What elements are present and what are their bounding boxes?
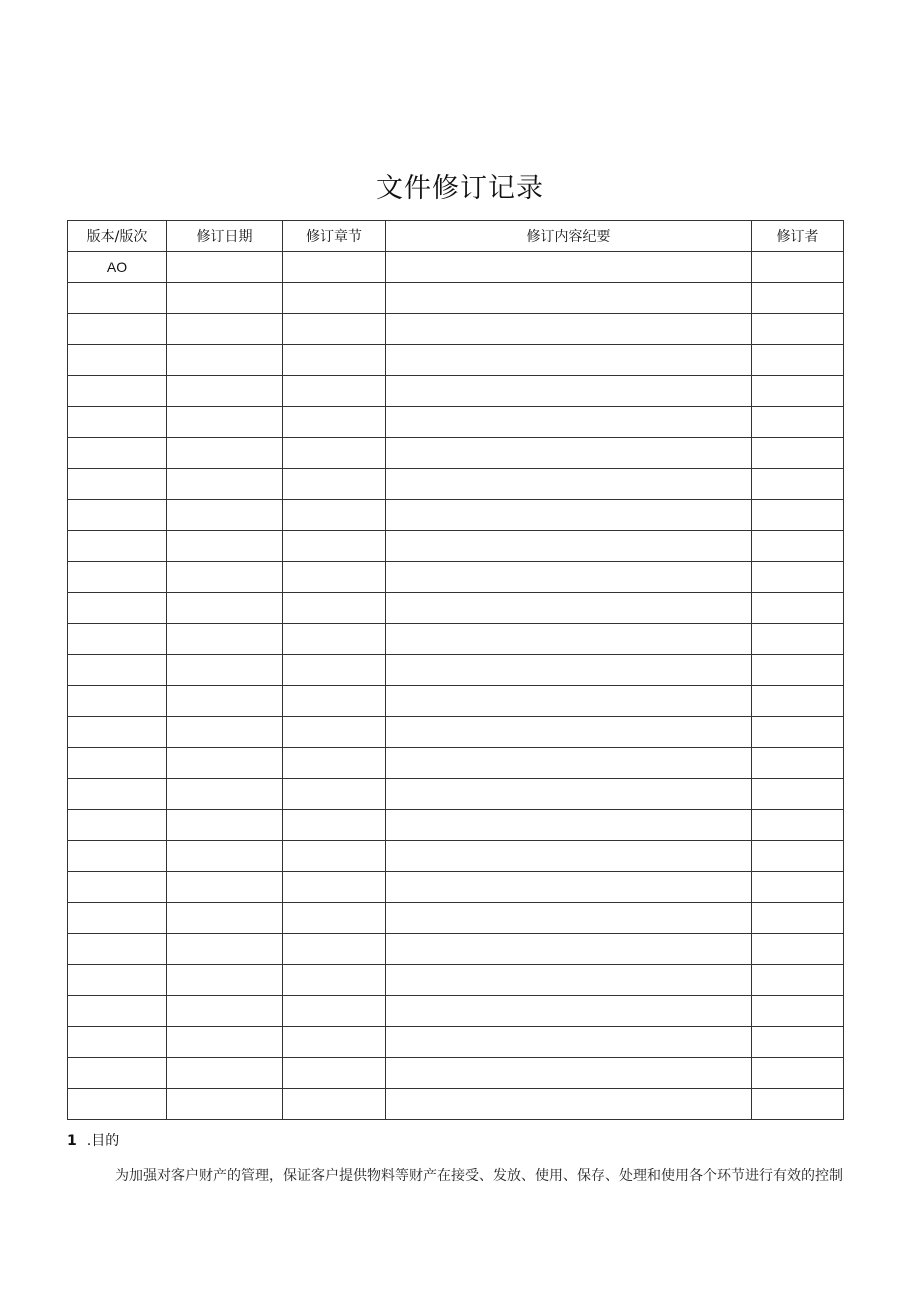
table-row <box>68 438 844 469</box>
table-cell <box>386 934 752 965</box>
table-cell <box>167 438 283 469</box>
table-cell <box>752 748 844 779</box>
table-cell <box>68 438 167 469</box>
table-cell <box>283 624 386 655</box>
table-cell <box>68 407 167 438</box>
table-cell <box>68 841 167 872</box>
table-cell <box>752 1027 844 1058</box>
column-header: 修订者 <box>752 221 844 252</box>
table-row <box>68 562 844 593</box>
table-cell <box>68 593 167 624</box>
table-cell <box>283 438 386 469</box>
revision-table <box>67 220 844 1120</box>
table-cell <box>752 872 844 903</box>
table-row <box>68 500 844 531</box>
table-cell <box>386 407 752 438</box>
table-row <box>68 376 844 407</box>
table-cell <box>752 531 844 562</box>
table-cell <box>167 283 283 314</box>
table-cell <box>167 469 283 500</box>
table-cell <box>752 1058 844 1089</box>
table-cell <box>386 872 752 903</box>
table-cell <box>167 531 283 562</box>
table-cell <box>167 717 283 748</box>
table-cell <box>68 934 167 965</box>
table-cell <box>167 1089 283 1120</box>
table-cell <box>386 965 752 996</box>
table-cell <box>386 686 752 717</box>
table-header-row <box>68 221 844 252</box>
table-cell <box>283 810 386 841</box>
table-cell <box>68 562 167 593</box>
table-cell <box>752 655 844 686</box>
table-row <box>68 965 844 996</box>
table-cell <box>752 965 844 996</box>
table-cell <box>386 500 752 531</box>
table-cell <box>68 500 167 531</box>
section-number: 1 <box>67 1133 77 1149</box>
table-row <box>68 252 844 283</box>
table-row <box>68 407 844 438</box>
table-cell <box>386 1058 752 1089</box>
table-cell <box>167 376 283 407</box>
table-cell <box>386 531 752 562</box>
table-row <box>68 841 844 872</box>
table-cell <box>752 841 844 872</box>
table-row <box>68 1089 844 1120</box>
table-cell <box>752 779 844 810</box>
table-cell <box>386 593 752 624</box>
table-cell <box>283 407 386 438</box>
table-cell <box>68 469 167 500</box>
table-cell <box>167 996 283 1027</box>
table-cell <box>283 748 386 779</box>
table-cell <box>283 841 386 872</box>
table-cell <box>68 314 167 345</box>
table-row <box>68 810 844 841</box>
table-row <box>68 314 844 345</box>
table-cell <box>386 438 752 469</box>
table-row <box>68 872 844 903</box>
table-cell <box>283 314 386 345</box>
table-row <box>68 655 844 686</box>
table-cell <box>283 996 386 1027</box>
table-cell <box>283 1027 386 1058</box>
table-cell <box>386 562 752 593</box>
table-cell <box>167 314 283 345</box>
table-row <box>68 283 844 314</box>
table-cell <box>167 779 283 810</box>
table-cell <box>752 996 844 1027</box>
table-cell <box>167 903 283 934</box>
table-cell <box>386 841 752 872</box>
table-row <box>68 748 844 779</box>
table-cell <box>283 252 386 283</box>
table-cell <box>167 624 283 655</box>
table-cell <box>752 686 844 717</box>
table-cell <box>167 562 283 593</box>
table-cell <box>283 903 386 934</box>
table-cell <box>283 1089 386 1120</box>
table-cell <box>752 376 844 407</box>
table-cell <box>167 500 283 531</box>
table-cell <box>752 593 844 624</box>
table-cell <box>283 531 386 562</box>
table-cell <box>167 748 283 779</box>
table-cell <box>752 562 844 593</box>
table-cell <box>167 810 283 841</box>
table-cell <box>283 717 386 748</box>
table-cell <box>167 686 283 717</box>
table-cell <box>68 748 167 779</box>
table-row <box>68 1027 844 1058</box>
table-cell <box>167 407 283 438</box>
table-cell <box>386 779 752 810</box>
table-cell <box>752 438 844 469</box>
table-row <box>68 469 844 500</box>
table-cell <box>167 1027 283 1058</box>
table-cell <box>283 779 386 810</box>
table-row <box>68 686 844 717</box>
table-cell <box>68 376 167 407</box>
table-cell <box>386 717 752 748</box>
table-cell <box>386 996 752 1027</box>
table-row <box>68 531 844 562</box>
table-cell <box>283 934 386 965</box>
table-cell <box>283 345 386 376</box>
table-cell <box>68 872 167 903</box>
table-cell <box>283 1058 386 1089</box>
table-cell <box>283 965 386 996</box>
table-cell <box>68 686 167 717</box>
table-cell <box>167 252 283 283</box>
table-cell <box>68 965 167 996</box>
table-row <box>68 903 844 934</box>
table-cell <box>752 624 844 655</box>
table-cell <box>68 1027 167 1058</box>
table-cell <box>752 500 844 531</box>
table-cell <box>283 469 386 500</box>
table-row <box>68 996 844 1027</box>
table-cell <box>752 717 844 748</box>
table-cell <box>386 283 752 314</box>
table-cell <box>68 283 167 314</box>
column-header: 版本/版次 <box>68 221 167 252</box>
table-cell <box>752 407 844 438</box>
table-row <box>68 717 844 748</box>
table-cell <box>167 593 283 624</box>
table-cell <box>283 500 386 531</box>
table-cell <box>386 376 752 407</box>
table-cell <box>386 903 752 934</box>
table-cell <box>752 903 844 934</box>
table-cell <box>68 903 167 934</box>
table-cell <box>386 252 752 283</box>
table-row <box>68 593 844 624</box>
column-header: 修订章节 <box>283 221 386 252</box>
table-cell <box>752 314 844 345</box>
table-cell <box>283 593 386 624</box>
table-cell <box>283 283 386 314</box>
section-heading-text: .目的 <box>86 1133 120 1149</box>
table-cell <box>752 345 844 376</box>
table-cell <box>283 686 386 717</box>
table-cell <box>386 810 752 841</box>
table-cell <box>68 717 167 748</box>
column-header: 修订日期 <box>167 221 283 252</box>
table-cell <box>752 283 844 314</box>
table-cell <box>752 934 844 965</box>
table-cell <box>283 562 386 593</box>
table-cell <box>167 655 283 686</box>
table-cell <box>283 872 386 903</box>
table-cell <box>752 1089 844 1120</box>
table-row <box>68 624 844 655</box>
table-cell <box>386 314 752 345</box>
table-cell <box>167 345 283 376</box>
table-row <box>68 345 844 376</box>
table-cell <box>752 810 844 841</box>
table-cell <box>386 469 752 500</box>
table-cell <box>167 872 283 903</box>
table-cell <box>68 996 167 1027</box>
table-cell <box>386 345 752 376</box>
table-cell <box>386 748 752 779</box>
table-row <box>68 779 844 810</box>
table-cell <box>68 345 167 376</box>
table-cell <box>167 934 283 965</box>
table-cell <box>68 779 167 810</box>
table-cell <box>283 376 386 407</box>
table-cell <box>167 1058 283 1089</box>
table-row <box>68 934 844 965</box>
section-body-text: 为加强对客户财产的管理，保证客户提供物料等财产在接受、发放、使用、保存、处理和使用各个环节进行有效的控制 <box>115 1168 843 1184</box>
table-cell <box>283 655 386 686</box>
table-cell <box>752 252 844 283</box>
table-cell <box>68 1089 167 1120</box>
table-cell <box>752 469 844 500</box>
table-cell: AO <box>68 252 167 283</box>
table-cell <box>386 1089 752 1120</box>
table-body <box>68 252 844 1120</box>
table-row <box>68 1058 844 1089</box>
table-cell <box>386 1027 752 1058</box>
table-cell <box>386 655 752 686</box>
table-cell <box>68 1058 167 1089</box>
table-cell <box>68 655 167 686</box>
page-title: 文件修订记录 <box>376 173 544 204</box>
column-header: 修订内容纪要 <box>386 221 752 252</box>
table-cell <box>68 624 167 655</box>
table-cell <box>68 810 167 841</box>
table-cell <box>167 965 283 996</box>
section-heading <box>67 1130 119 1150</box>
table-cell <box>167 841 283 872</box>
table-cell <box>386 624 752 655</box>
table-cell <box>68 531 167 562</box>
